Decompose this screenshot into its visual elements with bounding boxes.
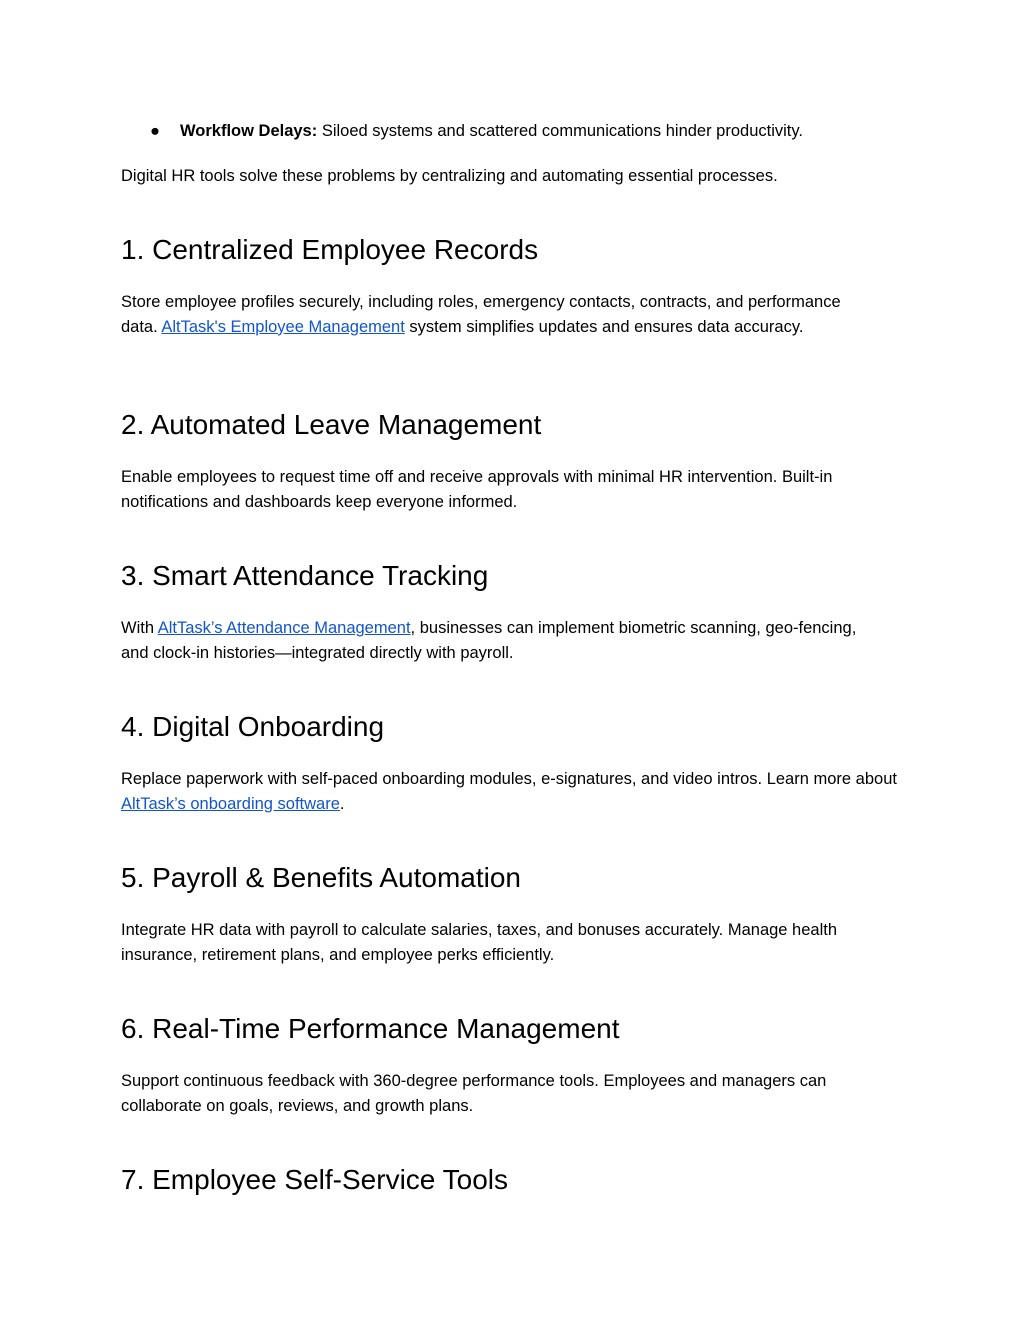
section-paragraph-5: Integrate HR data with payroll to calculate salaries, taxes, and bonuses accurately. Manage health insurance, retirement plans, and employee perks efficiently. (121, 921, 838, 964)
attendance-management-link[interactable]: AltTask’s Attendance Management (157, 619, 411, 637)
section-paragraph-1 (121, 290, 881, 339)
paragraph-text: . (339, 794, 345, 813)
bullet-item-workflow-delays (150, 120, 803, 142)
bullet-label: Workflow Delays: (180, 122, 318, 140)
paragraph-text: Store employee profiles securely, including roles, emergency contacts, contracts, and performance data. (121, 293, 841, 336)
section-paragraph-2: Enable employees to request time off and receive approvals with minimal HR intervention. Built-in notifications and dashboards keep everyone informed. (121, 468, 833, 511)
onboarding-software-link[interactable]: AltTask’s onboarding software (121, 794, 340, 813)
section-paragraph-4 (121, 767, 911, 816)
section-heading-4: 4. Digital Onboarding (121, 711, 385, 742)
paragraph-text: Replace paperwork with self-paced onboarding modules, e-signatures, and video intros. Learn more about (121, 770, 897, 788)
section-heading-6: 6. Real-Time Performance Management (121, 1013, 620, 1044)
paragraph-text: system simplifies updates and ensures data accuracy. (404, 317, 804, 336)
section-heading-1: 1. Centralized Employee Records (121, 234, 539, 265)
bullet-marker: ● (150, 122, 160, 140)
bullet-text: Siloed systems and scattered communications hinder productivity. (317, 122, 803, 140)
section-heading-2: 2. Automated Leave Management (121, 409, 542, 440)
section-heading-3: 3. Smart Attendance Tracking (121, 560, 489, 591)
paragraph-text: With (121, 619, 158, 637)
employee-management-link[interactable]: AltTask's Employee Management (161, 317, 405, 336)
paragraph-text: , businesses can implement biometric scanning, geo-fencing, and clock-in histories—integrated directly with payroll. (121, 619, 857, 662)
section-paragraph-6: Support continuous feedback with 360-degree performance tools. Employees and managers can collaborate on goals, reviews, and growth plans. (121, 1072, 827, 1115)
section-heading-7: 7. Employee Self-Service Tools (121, 1164, 508, 1195)
intro-paragraph: Digital HR tools solve these problems by centralizing and automating essential processes. (121, 167, 778, 185)
section-heading-5: 5. Payroll & Benefits Automation (121, 862, 521, 893)
section-paragraph-3 (121, 616, 861, 665)
